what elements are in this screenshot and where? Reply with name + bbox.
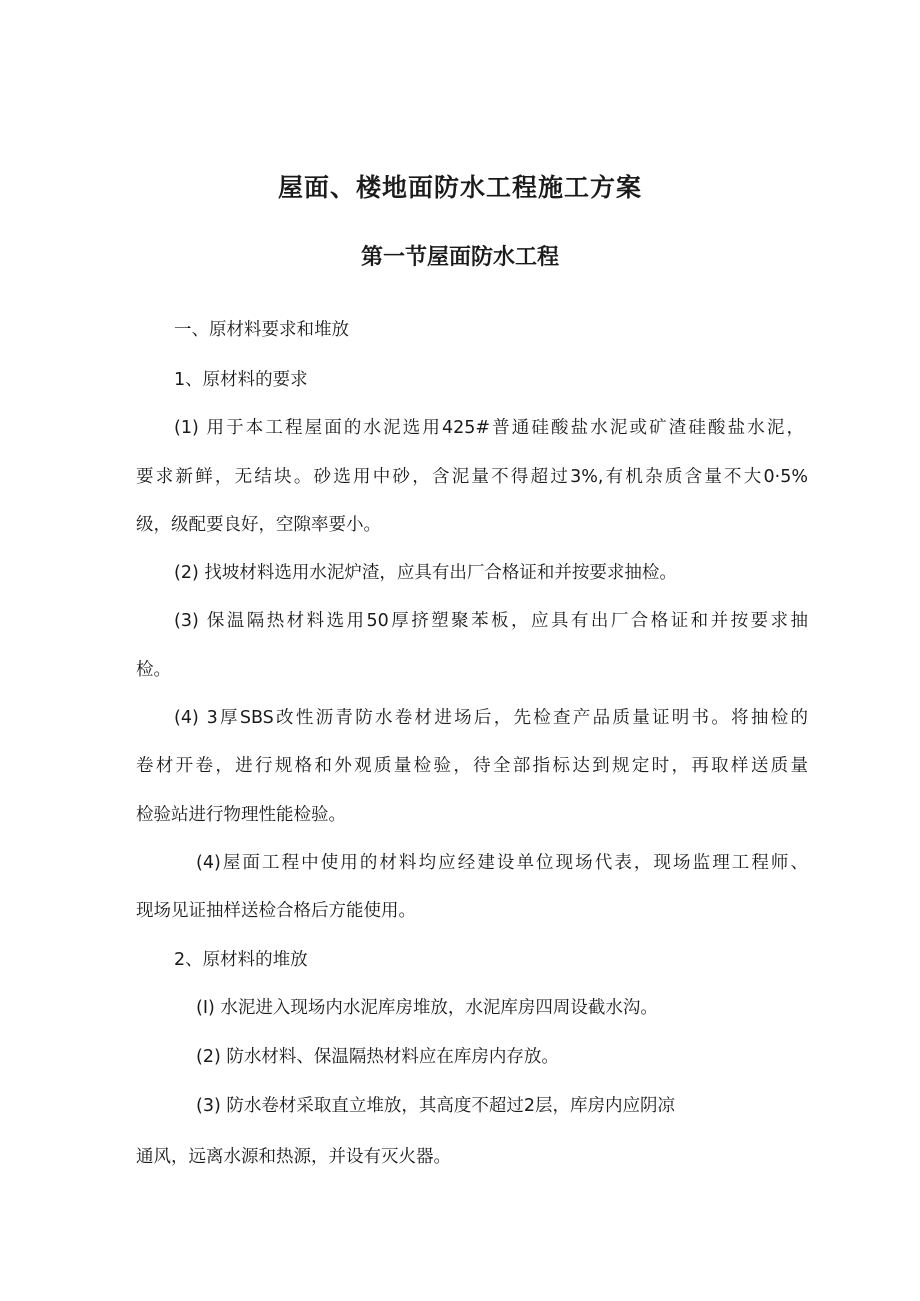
paragraph-line: (2) 防水材料、保温隔热材料应在库房内存放。 [196,1047,559,1067]
paragraph-line: (2) 找坡材料选用水泥炉渣，应具有出厂合格证和并按要求抽检。 [174,563,677,583]
paragraph-line: (4) 3厚SBS改性沥青防水卷材进场后，先检查产品质量证明书。将抽检的 [174,708,808,728]
paragraph-line: 卷材开卷，进行规格和外观质量检验，待全部指标达到规定时，再取样送质量 [136,756,808,776]
paragraph-line: (3) 防水卷材采取直立堆放，其高度不超过2层，库房内应阴凉 [196,1096,675,1116]
paragraph-line: 现场见证抽样送检合格后方能使用。 [136,901,416,921]
heading-materials: 一、原材料要求和堆放 [174,320,349,340]
paragraph-line: (4)屋面工程中使用的材料均应经建设单位现场代表，现场监理工程师、 [196,853,808,873]
paragraph-line: 检。 [136,660,171,680]
paragraph-line: (3) 保温隔热材料选用50厚挤塑聚苯板，应具有出厂合格证和并按要求抽 [174,611,808,631]
paragraph-line: (I) 水泥进入现场内水泥库房堆放，水泥库房四周设截水沟。 [196,998,658,1018]
subheading-storage: 2、原材料的堆放 [174,950,308,970]
paragraph-line: 通风，远离水源和热源，并设有灭火器。 [136,1147,451,1167]
paragraph-line: 要求新鲜，无结块。砂选用中砂，含泥量不得超过3%,有机杂质含量不大0·5% [136,467,808,487]
document-title: 屋面、楼地面防水工程施工方案 [277,173,642,202]
section-title: 第一节屋面防水工程 [360,245,559,270]
paragraph-line: (1) 用于本工程屋面的水泥选用425#普通硅酸盐水泥或矿渣硅酸盐水泥， [174,418,804,438]
paragraph-line: 检验站进行物理性能检验。 [136,805,346,825]
subheading-requirements: 1、原材料的要求 [174,370,308,390]
paragraph-line: 级，级配要良好，空隙率要小。 [136,515,381,535]
